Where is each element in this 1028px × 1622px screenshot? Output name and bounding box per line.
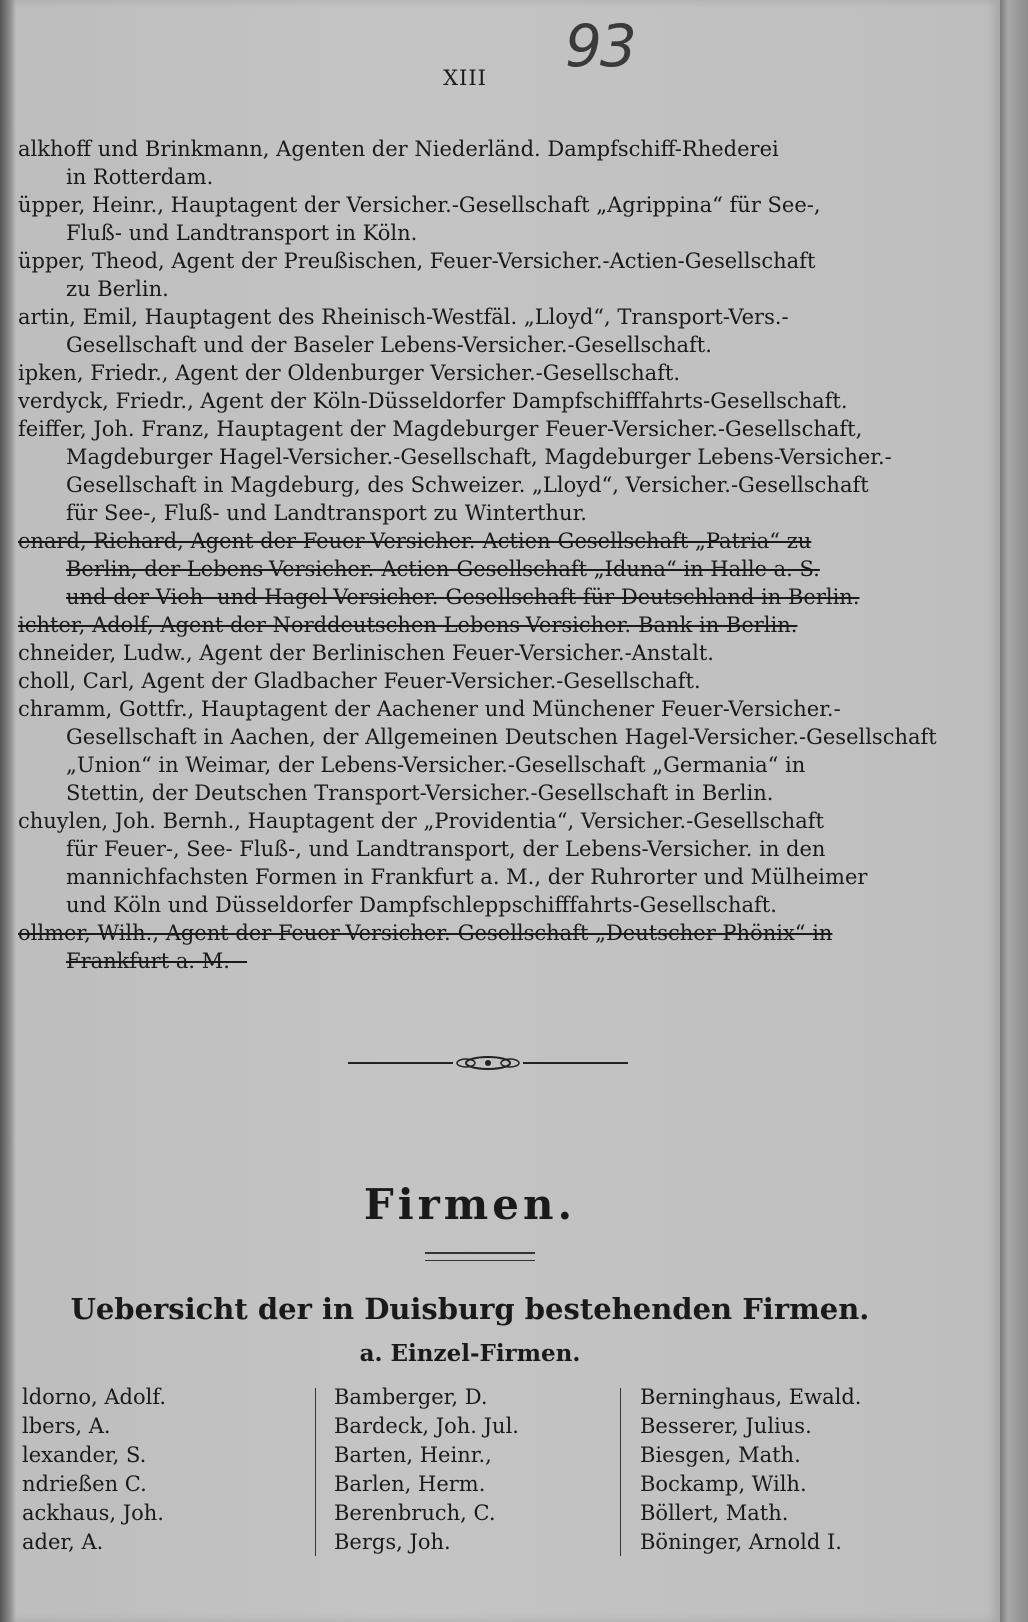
roman-page-number: XIII: [443, 66, 487, 90]
firm-name: Biesgen, Math.: [640, 1443, 801, 1467]
entry-line: zu Berlin.: [66, 277, 169, 301]
entry-line: für See-, Fluß- und Landtransport zu Winterthur.: [66, 501, 587, 525]
entry-line: Magdeburger Hagel-Versicher.-Gesellschaft, Magdeburger Lebens-Versicher.-: [66, 445, 892, 469]
firm-name: Böninger, Arnold I.: [640, 1530, 842, 1554]
entry-line: Frankfurt a. M. –: [66, 949, 248, 973]
entry-line: chuylen, Joh. Bernh., Hauptagent der „Providentia“, Versicher.-Gesellschaft: [18, 809, 824, 833]
entry-line: choll, Carl, Agent der Gladbacher Feuer-Versicher.-Gesellschaft.: [18, 669, 701, 693]
entry-line: und der Vieh- und Hagel-Versicher.-Gesellschaft für Deutschland in Berlin.: [66, 585, 860, 609]
page-edge: [1000, 0, 1028, 1622]
title-rule: [425, 1252, 535, 1261]
firms-column-3: [640, 1383, 861, 1557]
entry-line: alkhoff und Brinkmann, Agenten der Niederländ. Dampfschiff-Rhederei: [18, 137, 779, 161]
firms-subtitle: Uebersicht der in Duisburg bestehenden Firmen.: [70, 1292, 870, 1326]
column-divider: [315, 1388, 316, 1556]
firm-name: Bardeck, Joh. Jul.: [334, 1414, 519, 1438]
firm-name: Berenbruch, C.: [334, 1501, 496, 1525]
firm-name: lexander, S.: [22, 1443, 147, 1467]
entry-line: üpper, Heinr., Hauptagent der Versicher.-Gesellschaft „Agrippina“ für See-,: [18, 193, 821, 217]
entry-line: ollmer, Wilh., Agent der Feuer-Versicher.-Gesellschaft „Deutscher Phönix“ in: [18, 921, 833, 945]
firms-column-2: [334, 1383, 519, 1557]
entry-line: verdyck, Friedr., Agent der Köln-Düsseldorfer Dampfschifffahrts-Gesellschaft.: [18, 389, 848, 413]
entry-line: chramm, Gottfr., Hauptagent der Aachener und Münchener Feuer-Versicher.-: [18, 697, 841, 721]
ornament-divider: [348, 1055, 628, 1071]
firm-name: ndrießen C.: [22, 1472, 147, 1496]
firm-name: ldorno, Adolf.: [22, 1385, 167, 1409]
entry-line: Gesellschaft in Aachen, der Allgemeinen Deutschen Hagel-Versicher.-Gesellschaft: [66, 725, 937, 749]
firm-name: Bamberger, D.: [334, 1385, 488, 1409]
firm-name: Besserer, Julius.: [640, 1414, 812, 1438]
firm-name: Böllert, Math.: [640, 1501, 789, 1525]
entry-line: Gesellschaft und der Baseler Lebens-Versicher.-Gesellschaft.: [66, 333, 712, 357]
firm-name: Barlen, Herm.: [334, 1472, 486, 1496]
entry-line: feiffer, Joh. Franz, Hauptagent der Magdeburger Feuer-Versicher.-Gesellschaft,: [18, 417, 863, 441]
firm-name: ackhaus, Joh.: [22, 1501, 164, 1525]
entry-line: „Union“ in Weimar, der Lebens-Versicher.-Gesellschaft „Germania“ in: [66, 753, 806, 777]
firms-title: Firmen.: [363, 1180, 577, 1229]
entry-line: Gesellschaft in Magdeburg, des Schweizer. „Lloyd“, Versicher.-Gesellschaft: [66, 473, 869, 497]
entry-line: und Köln und Düsseldorfer Dampfschleppschifffahrts-Gesellschaft.: [66, 893, 777, 917]
entry-line: für Feuer-, See- Fluß-, und Landtransport, der Lebens-Versicher. in den: [66, 837, 826, 861]
entry-line: Berlin, der Lebens-Versicher.-Actien-Gesellschaft „Iduna“ in Halle a. S.: [66, 557, 820, 581]
book-spine-shadow: [0, 0, 16, 1622]
entry-line: ipken, Friedr., Agent der Oldenburger Versicher.-Gesellschaft.: [18, 361, 681, 385]
firm-name: Bergs, Joh.: [334, 1530, 451, 1554]
entry-line: enard, Richard, Agent der Feuer-Versicher.-Actien-Gesellschaft „Patria“ zu: [18, 529, 812, 553]
firm-name: Barten, Heinr.,: [334, 1443, 492, 1467]
column-divider: [620, 1388, 621, 1556]
entry-line: artin, Emil, Hauptagent des Rheinisch-Westfäl. „Lloyd“, Transport-Vers.-: [18, 305, 789, 329]
firm-name: ader, A.: [22, 1530, 104, 1554]
entry-line: ichter, Adolf, Agent der Norddeutschen Lebens-Versicher.-Bank in Berlin.: [18, 613, 798, 637]
entry-line: Fluß- und Landtransport in Köln.: [66, 221, 418, 245]
entry-line: chneider, Ludw., Agent der Berlinischen Feuer-Versicher.-Anstalt.: [18, 641, 714, 665]
firm-name: Bockamp, Wilh.: [640, 1472, 807, 1496]
firm-name: Berninghaus, Ewald.: [640, 1385, 862, 1409]
entry-line: mannichfachsten Formen in Frankfurt a. M., der Ruhrorter und Mülheimer: [66, 865, 868, 889]
handwritten-page-number: 93: [565, 12, 635, 80]
firms-column-1: [22, 1383, 166, 1557]
entry-line: in Rotterdam.: [66, 165, 214, 189]
firm-name: lbers, A.: [22, 1414, 111, 1438]
section-heading: a. Einzel-Firmen.: [359, 1340, 581, 1367]
entry-line: üpper, Theod, Agent der Preußischen, Feuer-Versicher.-Actien-Gesellschaft: [18, 249, 816, 273]
entry-line: Stettin, der Deutschen Transport-Versicher.-Gesellschaft in Berlin.: [66, 781, 774, 805]
